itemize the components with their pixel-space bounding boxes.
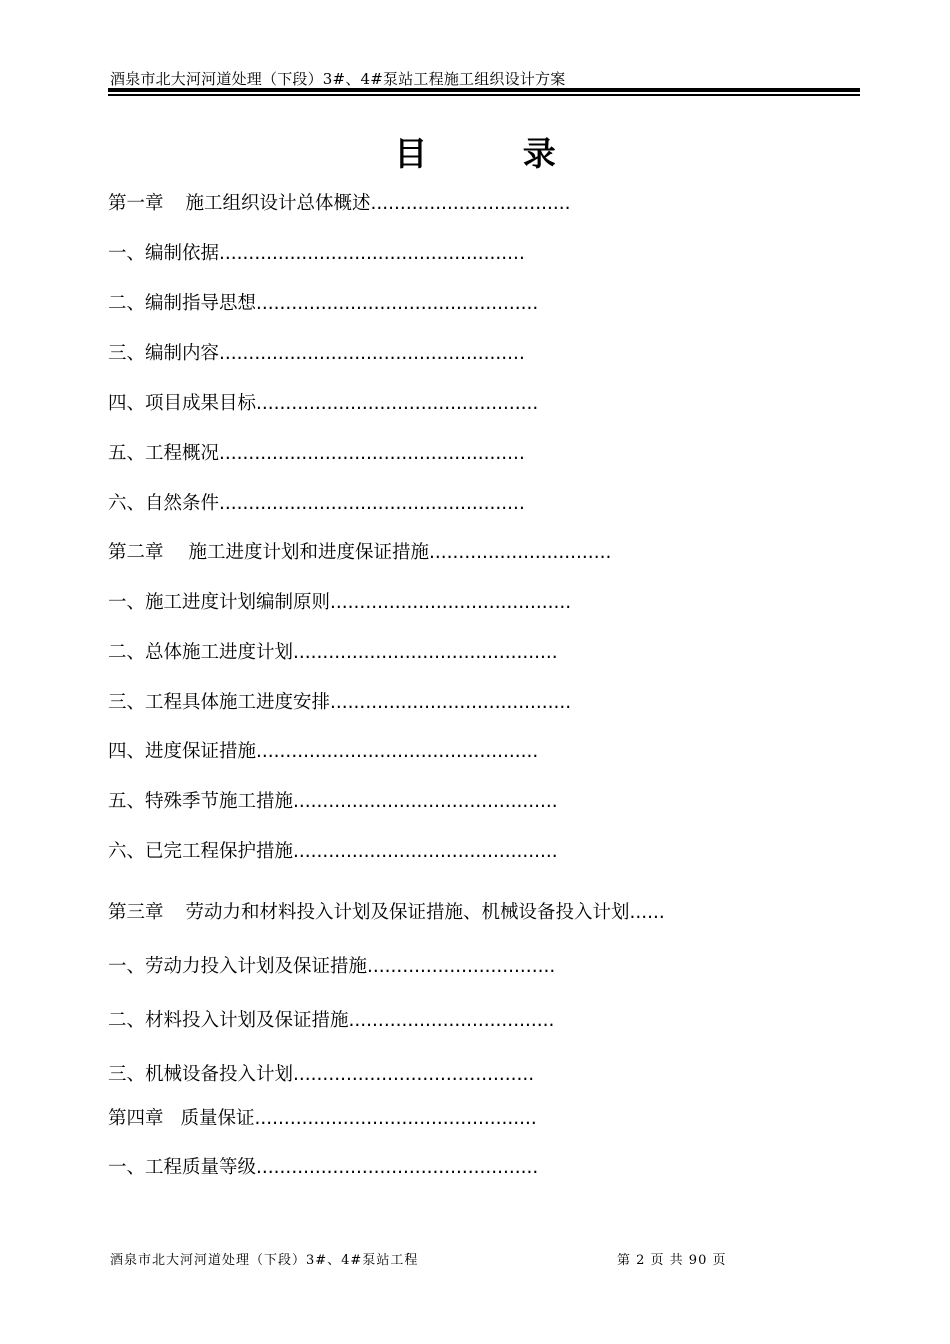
toc-entry[interactable]: 四、项目成果目标................................................ [108,393,539,414]
toc-entry[interactable]: 六、自然条件.................................................... [108,493,525,514]
toc-entry[interactable]: 三、工程具体施工进度安排......................................... [108,692,572,713]
toc-entry-chapter-1[interactable]: 第一章 施工组织设计总体概述.................................. [108,193,571,214]
toc-entry[interactable]: 四、进度保证措施................................................ [108,741,539,762]
header-rule-thick [108,88,860,92]
header-title: 酒泉市北大河河道处理（下段）3#、4#泵站工程施工组织设计方案 [110,70,566,88]
toc-entry[interactable]: 二、材料投入计划及保证措施................................... [108,1010,555,1031]
toc-entry[interactable]: 三、机械设备投入计划......................................... [108,1064,535,1085]
toc-entry[interactable]: 一、工程质量等级................................................ [108,1157,539,1178]
footer-page-number: 第 2 页 共 90 页 [617,1253,727,1268]
toc-title: 目 录 [394,134,598,173]
toc-entry[interactable]: 六、已完工程保护措施............................................. [108,841,558,862]
toc-entry-chapter-4[interactable]: 第四章 质量保证................................................ [108,1108,537,1129]
footer-project-name: 酒泉市北大河河道处理（下段）3#、4#泵站工程 [110,1253,419,1268]
toc-entry-chapter-3[interactable]: 第三章 劳动力和材料投入计划及保证措施、机械设备投入计划...... [108,902,665,923]
toc-entry[interactable]: 一、施工进度计划编制原则......................................... [108,592,572,613]
toc-entry[interactable]: 五、工程概况.................................................... [108,443,525,464]
header-rule-thin [108,94,860,96]
toc-entry[interactable]: 五、特殊季节施工措施............................................. [108,791,558,812]
toc-entry[interactable]: 二、总体施工进度计划............................................. [108,642,558,663]
toc-entry[interactable]: 三、编制内容.................................................... [108,343,525,364]
toc-entry[interactable]: 一、编制依据.................................................... [108,243,525,264]
toc-entry-chapter-2[interactable]: 第二章 施工进度计划和进度保证措施............................... [108,542,612,563]
toc-entry[interactable]: 二、编制指导思想................................................ [108,293,539,314]
toc-entry[interactable]: 一、劳动力投入计划及保证措施................................ [108,956,556,977]
